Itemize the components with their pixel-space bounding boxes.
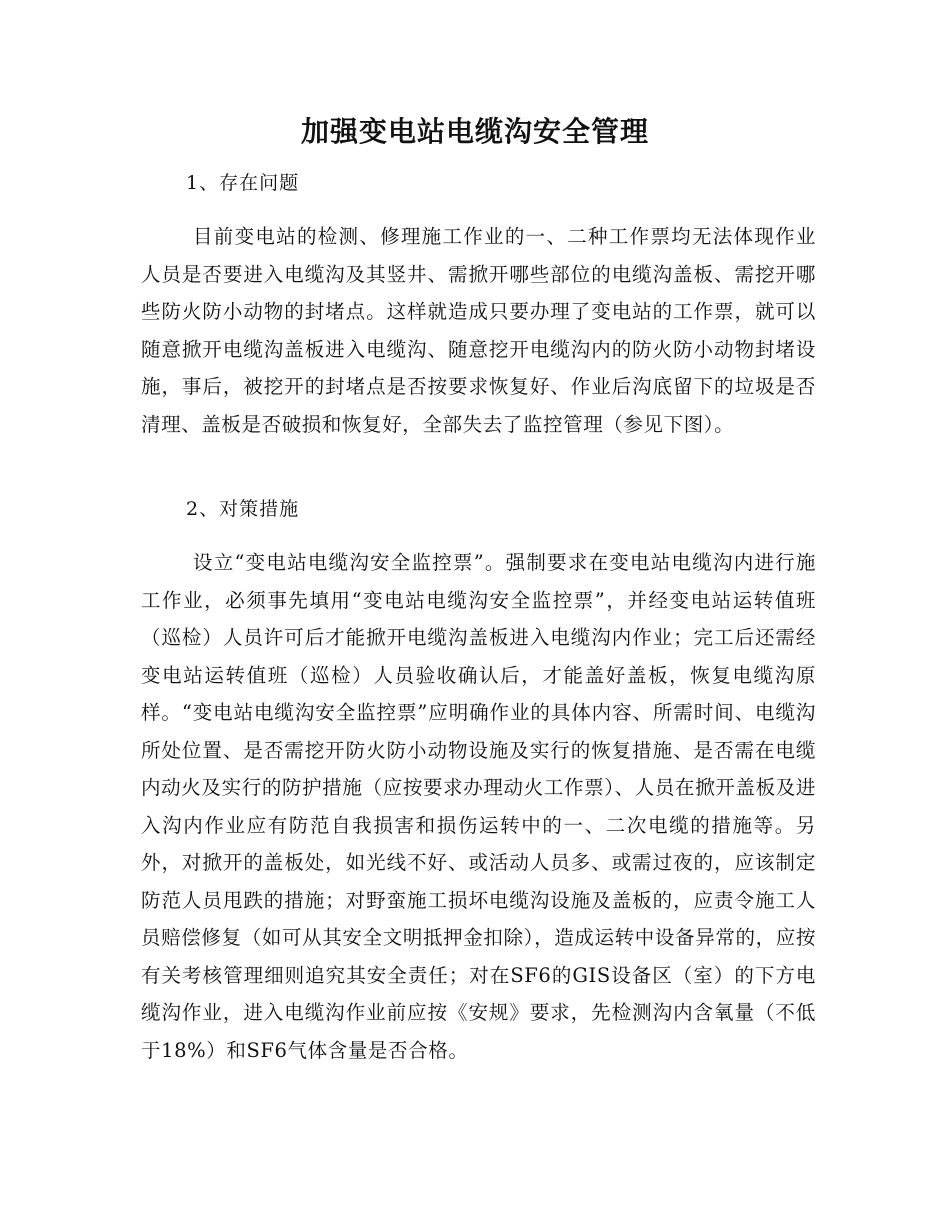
section-heading-problems: 1、存在问题 bbox=[186, 172, 300, 194]
section-paragraph-problems: 目前变电站的检测、修理施工作业的一、二种工作票均无法体现作业人员是否要进入电缆沟及其竖井、需掀开哪些部位的电缆沟盖板、需挖开哪些防火防小动物的封堵点。这样就造成只要办理了变电站的工作票，就可以随意掀开电缆沟盖板进入电缆沟、随意挖开电缆沟内的防火防小动物封堵设施，事后，被挖开的封堵点是否按要求恢复好、作业后沟底留下的垃圾是否清理、盖板是否破损和恢复好，全部失去了监控管理（参见下图）。 bbox=[141, 225, 816, 436]
document-title: 加强变电站电缆沟安全管理 bbox=[300, 115, 649, 148]
section-paragraph-measures: 设立“变电站电缆沟安全监控票”。强制要求在变电站电缆沟内进行施工作业，必须事先填用“变电站电缆沟安全监控票”，并经变电站运转值班（巡检）人员许可后才能掀开电缆沟盖板进入电缆沟内作业；完工后还需经变电站运转值班（巡检）人员验收确认后，才能盖好盖板，恢复电缆沟原样。“变电站电缆沟安全监控票”应明确作业的具体内容、所需时间、电缆沟所处位置、是否需挖开防火防小动物设施及实行的恢复措施、是否需在电缆内动火及实行的防护措施（应按要求办理动火工作票）、人员在掀开盖板及进入沟内作业应有防范自我损害和损伤运转中的一、二次电缆的措施等。另外，对掀开的盖板处，如光线不好、或活动人员多、或需过夜的，应该制定防范人员甩跌的措施；对野蛮施工损坏电缆沟设施及盖板的，应责令施工人员赔偿修复（如可从其安全文明抵押金扣除），造成运转中设备异常的，应按有关考核管理细则追究其安全责任；对在SF6的GIS设备区（室）的下方电缆沟作业，进入电缆沟作业前应按《安规》要求，先检测沟内含氧量（不低于18%）和SF6气体含量是否合格。 bbox=[141, 551, 816, 1062]
section-heading-measures: 2、对策措施 bbox=[186, 498, 300, 520]
